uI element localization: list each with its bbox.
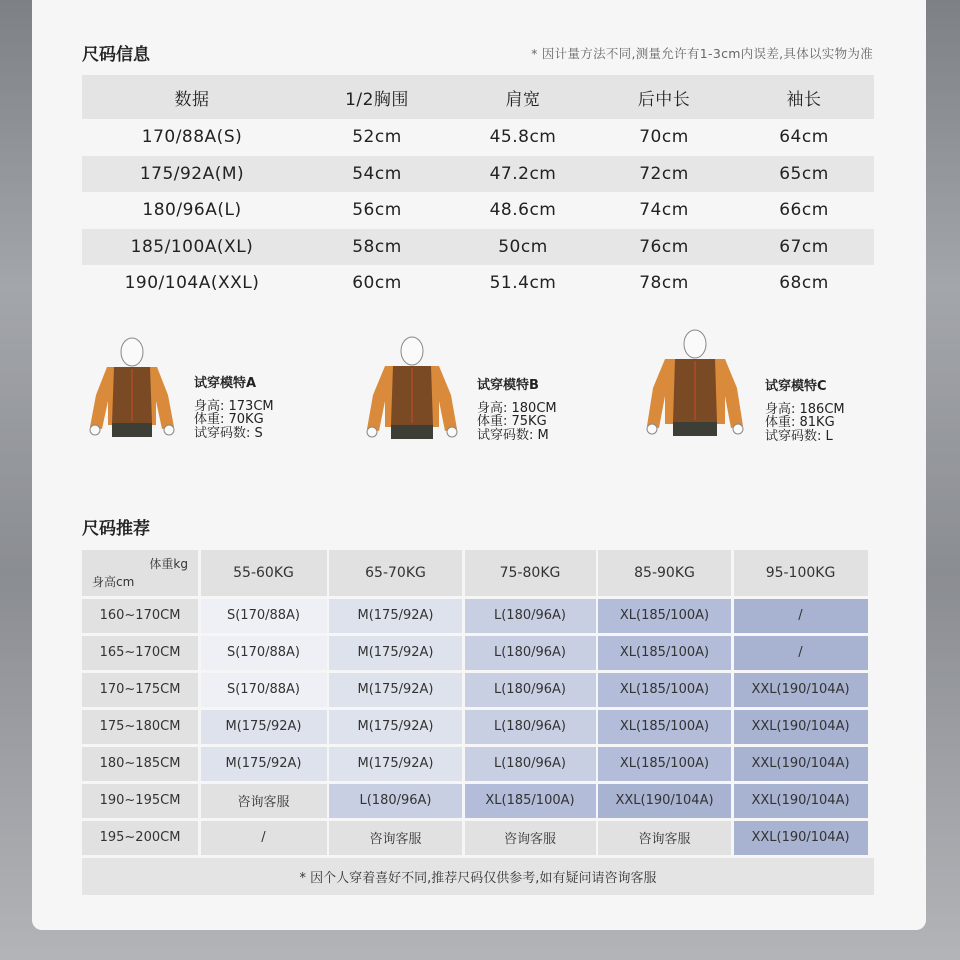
table-cell: L(180/96A) (465, 673, 596, 708)
table-row (82, 784, 874, 819)
table-cell: / (201, 821, 327, 856)
recommend-header (82, 550, 874, 596)
table-cell: 170/88A(S) (141, 127, 243, 148)
size-recommend-table (82, 550, 874, 895)
model-weight: 体重: 70KG (194, 412, 264, 427)
table-cell: 咨询客服 (465, 821, 596, 856)
table-row (82, 192, 874, 229)
table-row (82, 710, 874, 745)
model-b-figure (357, 335, 467, 443)
table-cell: L(180/96A) (465, 747, 596, 782)
table-cell: M(175/92A) (329, 747, 462, 782)
model-size: 试穿码数: M (477, 427, 549, 443)
weight-header: 65-70KG (329, 550, 462, 596)
measurement-note: * 因计量方法不同,测量允许有1-3cm内误差,具体以实物为准 (531, 46, 873, 61)
table-cell: 66cm (779, 200, 829, 221)
model-height: 身高: 180CM (477, 400, 557, 416)
table-cell: XXL(190/104A) (734, 821, 868, 856)
table-cell: 50cm (498, 236, 548, 257)
table-cell: M(175/92A) (201, 710, 327, 745)
model-weight: 体重: 75KG (477, 414, 547, 429)
table-cell: 67cm (779, 236, 829, 257)
table-row (82, 747, 874, 782)
table-cell: 58cm (352, 236, 402, 257)
table-cell: / (734, 599, 868, 634)
table-row (82, 821, 874, 856)
corner-weight-label: 体重kg (149, 557, 188, 571)
table-cell: 52cm (352, 127, 402, 148)
weight-header: 75-80KG (465, 550, 596, 596)
table-row (82, 265, 874, 302)
table-cell: XL(185/100A) (465, 784, 596, 819)
table-row (82, 229, 874, 266)
table-cell: 68cm (779, 273, 829, 294)
model-a-info (194, 377, 274, 440)
model-b-info (477, 379, 557, 442)
table-cell: 64cm (779, 127, 829, 148)
model-height: 身高: 173CM (194, 398, 274, 414)
table-cell: 76cm (639, 236, 689, 257)
table-cell: L(180/96A) (465, 599, 596, 634)
height-cell: 160~170CM (82, 599, 198, 634)
table-cell: 72cm (639, 163, 689, 184)
table-row (82, 119, 874, 156)
table-cell: M(175/92A) (329, 710, 462, 745)
table-row (82, 599, 874, 634)
table-cell: 78cm (639, 273, 689, 294)
table-cell: XXL(190/104A) (734, 747, 868, 782)
table-cell: S(170/88A) (201, 636, 327, 671)
size-info-table (82, 75, 874, 302)
header-cell: 袖长 (786, 89, 822, 110)
size-chart-card (32, 0, 926, 930)
table-cell: XL(185/100A) (598, 710, 731, 745)
weight-header: 95-100KG (734, 550, 868, 596)
table-cell: XL(185/100A) (598, 747, 731, 782)
corner-cell (82, 550, 198, 596)
table-cell: / (734, 636, 868, 671)
recommend-title: 尺码推荐 (82, 519, 150, 539)
table-cell: 65cm (779, 163, 829, 184)
table-cell: XXL(190/104A) (598, 784, 731, 819)
table-row (82, 156, 874, 193)
table-cell: 175/92A(M) (139, 163, 245, 184)
model-size: 试穿码数: S (194, 425, 263, 441)
table-row (82, 673, 874, 708)
table-cell: M(175/92A) (329, 636, 462, 671)
table-cell: 60cm (352, 273, 402, 294)
table-cell: 70cm (639, 127, 689, 148)
header-cell: 数据 (174, 89, 210, 110)
model-b (357, 335, 597, 445)
table-cell: 48.6cm (489, 200, 557, 221)
table-cell: 185/100A(XL) (130, 236, 254, 257)
table-cell: 咨询客服 (329, 821, 462, 856)
table-cell: M(175/92A) (329, 599, 462, 634)
model-c (637, 328, 897, 443)
table-cell: 45.8cm (489, 127, 557, 148)
table-cell: 咨询客服 (598, 821, 731, 856)
model-size: 试穿码数: L (765, 428, 833, 444)
height-cell: 175~180CM (82, 710, 198, 745)
table-cell: L(180/96A) (465, 636, 596, 671)
table-cell: 190/104A(XXL) (124, 273, 260, 294)
model-a (82, 335, 322, 445)
height-cell: 190~195CM (82, 784, 198, 819)
table-cell: 47.2cm (489, 163, 557, 184)
table-cell: 54cm (352, 163, 402, 184)
table-cell: M(175/92A) (201, 747, 327, 782)
header-cell: 肩宽 (505, 89, 541, 110)
height-cell: 170~175CM (82, 673, 198, 708)
model-weight: 体重: 81KG (765, 415, 835, 430)
model-name: 试穿模特B (477, 378, 539, 393)
corner-height-label: 身高cm (92, 575, 135, 589)
model-name: 试穿模特A (194, 376, 257, 391)
table-row (82, 636, 874, 671)
weight-header: 85-90KG (598, 550, 731, 596)
table-cell: XL(185/100A) (598, 673, 731, 708)
table-cell: 56cm (352, 200, 402, 221)
height-cell: 165~170CM (82, 636, 198, 671)
table-cell: 74cm (639, 200, 689, 221)
table-cell: L(180/96A) (329, 784, 462, 819)
height-cell: 180~185CM (82, 747, 198, 782)
model-c-figure (637, 328, 753, 440)
table-cell: XL(185/100A) (598, 636, 731, 671)
header-cell: 1/2胸围 (345, 89, 409, 110)
recommend-footer-note: * 因个人穿着喜好不同,推荐尺码仅供参考,如有疑问请咨询客服 (82, 858, 874, 895)
table-cell: M(175/92A) (329, 673, 462, 708)
weight-header: 55-60KG (201, 550, 327, 596)
table-cell: XXL(190/104A) (734, 673, 868, 708)
model-c-info (765, 380, 845, 443)
size-info-title: 尺码信息 (82, 45, 150, 65)
table-cell: XXL(190/104A) (734, 710, 868, 745)
table-cell: 咨询客服 (201, 784, 327, 819)
table-cell: 180/96A(L) (142, 200, 242, 221)
table-cell: L(180/96A) (465, 710, 596, 745)
table-cell: S(170/88A) (201, 673, 327, 708)
model-name: 试穿模特C (765, 379, 827, 394)
table-cell: XL(185/100A) (598, 599, 731, 634)
header-cell: 后中长 (637, 89, 691, 110)
model-a-figure (82, 335, 182, 439)
size-table-header (82, 75, 874, 119)
height-cell: 195~200CM (82, 821, 198, 856)
table-cell: XXL(190/104A) (734, 784, 868, 819)
table-cell: 51.4cm (489, 273, 557, 294)
table-cell: S(170/88A) (201, 599, 327, 634)
model-height: 身高: 186CM (765, 401, 845, 417)
